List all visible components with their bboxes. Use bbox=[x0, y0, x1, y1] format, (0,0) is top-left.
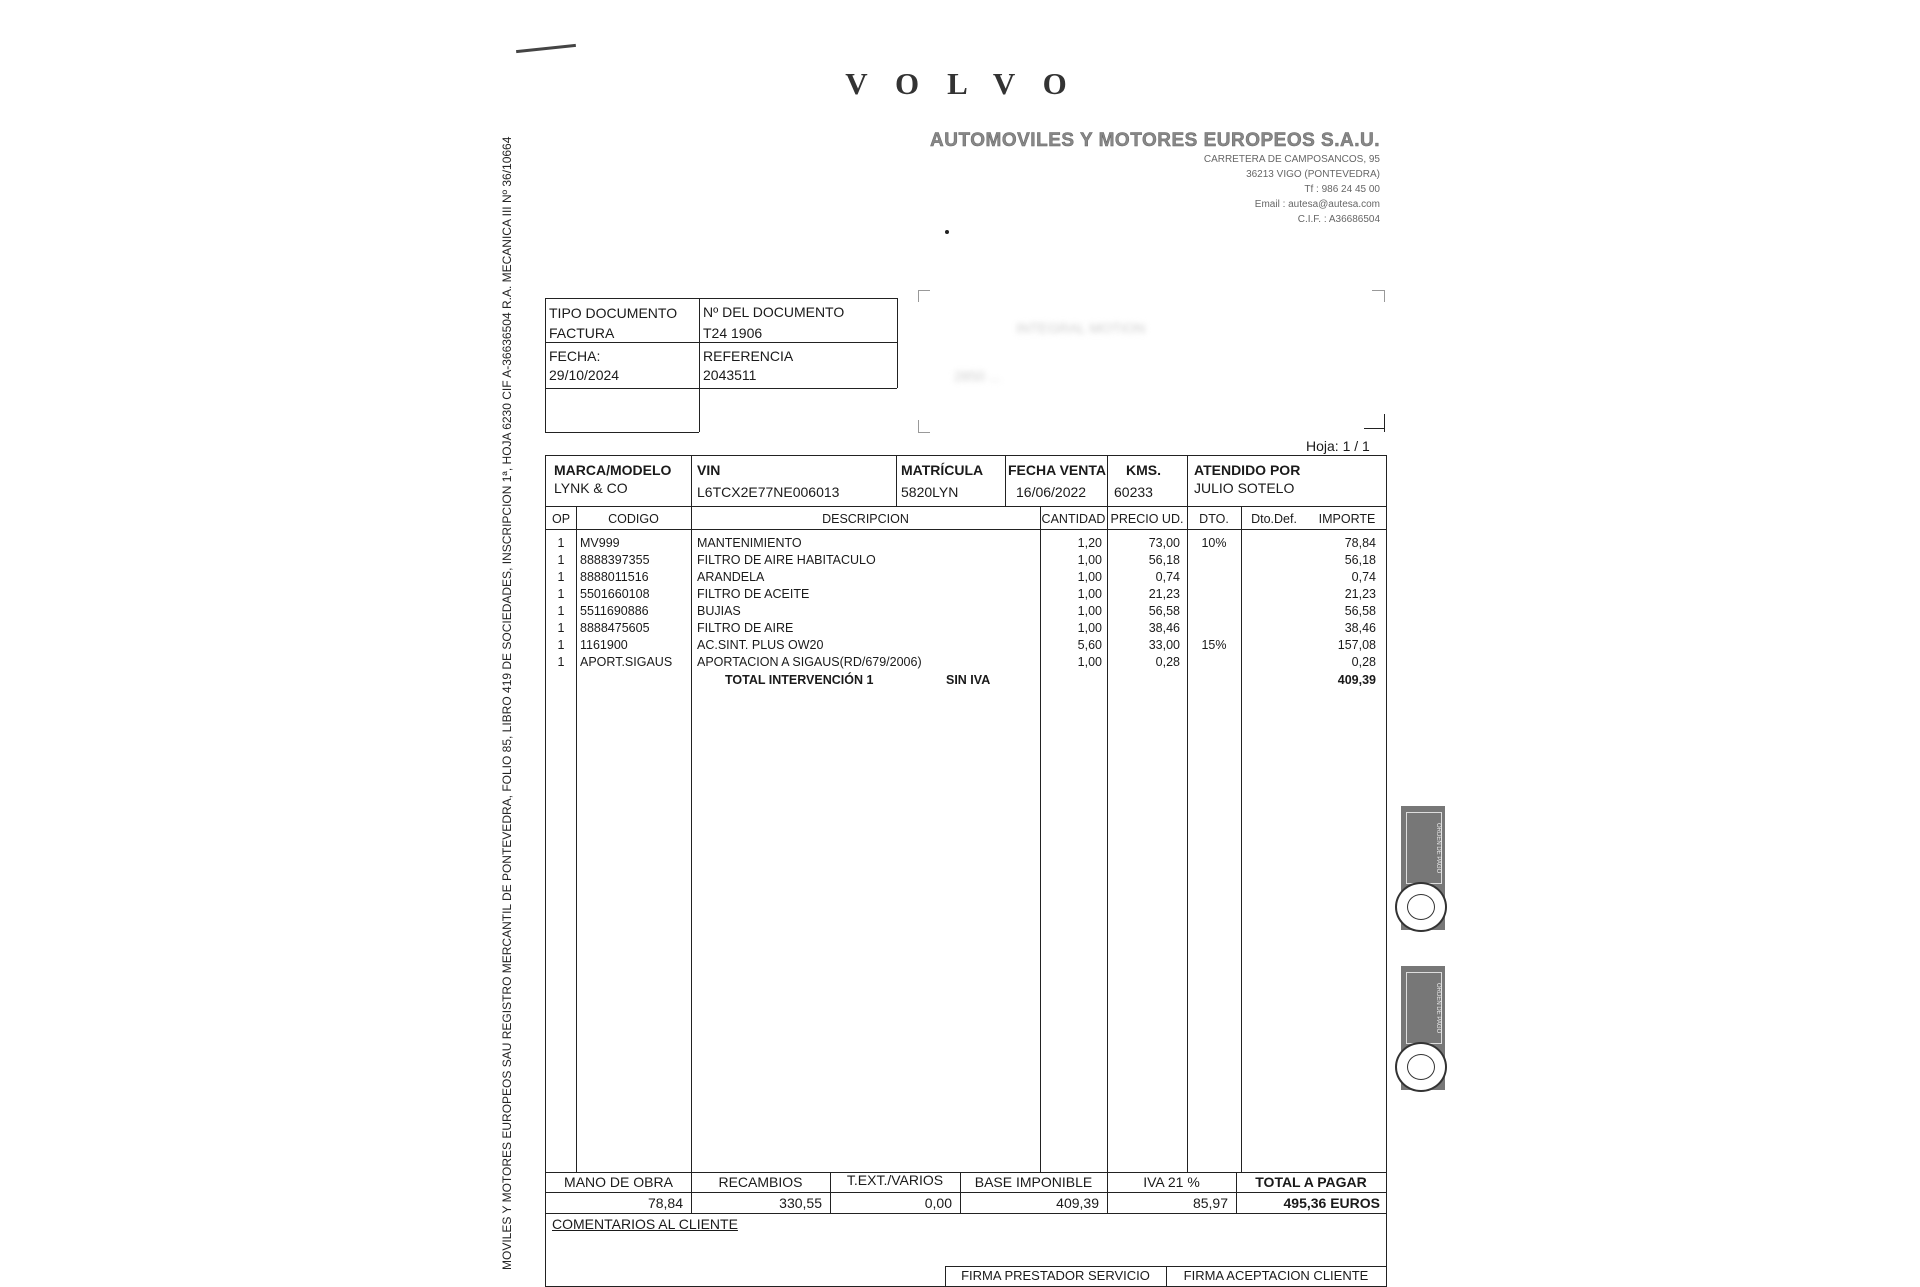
doc-date-value: 29/10/2024 bbox=[549, 367, 620, 383]
item-precio: 33,00 bbox=[1148, 638, 1180, 652]
item-op: 1 bbox=[557, 638, 565, 652]
item-codigo: MV999 bbox=[580, 536, 620, 550]
item-descripcion: MANTENIMIENTO bbox=[697, 536, 802, 550]
attended-by-value: JULIO SOTELO bbox=[1194, 480, 1295, 496]
item-precio: 38,46 bbox=[1148, 621, 1180, 635]
comments-label: COMENTARIOS AL CLIENTE bbox=[552, 1216, 738, 1232]
item-importe: 0,74 bbox=[1351, 570, 1376, 584]
item-precio: 56,58 bbox=[1148, 604, 1180, 618]
client-address: 2850 ... bbox=[954, 368, 1001, 384]
company-header bbox=[930, 130, 1380, 227]
brand-logo: VOLVO bbox=[845, 66, 1095, 101]
company-email: Email : autesa@autesa.com bbox=[1254, 199, 1380, 210]
external-works-label: T.EXT./VARIOS bbox=[846, 1172, 944, 1188]
item-op: 1 bbox=[557, 604, 565, 618]
item-codigo: 5511690886 bbox=[580, 604, 649, 618]
item-dto bbox=[1187, 552, 1241, 569]
tax-base-label: BASE IMPONIBLE bbox=[974, 1174, 1093, 1190]
registry-vertical-text: MOVILES Y MOTORES EUROPEOS SAU REGISTRO MERCANTIL DE PONTEVEDRA, FOLIO 85, LIBRO 419 DE SOCIEDADES, INSCRIPCION 1ª, HOJA 6230 CIF A-36636504 R.A. MECANICA III Nº 36/10664 bbox=[500, 136, 514, 1270]
col-precio: PRECIO UD. bbox=[1110, 512, 1184, 526]
kms-label: KMS. bbox=[1126, 462, 1161, 478]
item-op: 1 bbox=[557, 553, 565, 567]
payment-stamp-1 bbox=[1401, 806, 1445, 930]
item-importe: 78,84 bbox=[1344, 536, 1376, 550]
intervention-tax-note: SIN IVA bbox=[946, 673, 991, 687]
item-importe: 38,46 bbox=[1344, 621, 1376, 635]
item-descripcion: FILTRO DE AIRE HABITACULO bbox=[697, 553, 876, 567]
item-precio: 0,28 bbox=[1155, 655, 1180, 669]
page-indicator: Hoja: 1 / 1 bbox=[1306, 438, 1370, 454]
item-dto: 15% bbox=[1201, 638, 1227, 652]
item-cantidad: 1,00 bbox=[1077, 553, 1102, 567]
item-dto bbox=[1187, 620, 1241, 637]
labor-label: MANO DE OBRA bbox=[564, 1174, 673, 1190]
company-name: AUTOMOVILES Y MOTORES EUROPEOS S.A.U. bbox=[930, 130, 1380, 151]
item-precio: 73,00 bbox=[1148, 536, 1180, 550]
stamp-text: ORDEN DE PAGO bbox=[1406, 972, 1442, 1044]
item-descripcion: AC.SINT. PLUS OW20 bbox=[697, 638, 824, 652]
item-cantidad: 1,00 bbox=[1077, 570, 1102, 584]
item-op: 1 bbox=[557, 536, 565, 550]
intervention-total-label: TOTAL INTERVENCIÓN 1 bbox=[725, 673, 874, 687]
col-codigo: CODIGO bbox=[608, 512, 659, 526]
item-op: 1 bbox=[557, 587, 565, 601]
document-info-box bbox=[545, 298, 897, 432]
item-cantidad: 1,00 bbox=[1077, 655, 1102, 669]
company-phone: Tf : 986 24 45 00 bbox=[1304, 184, 1380, 195]
company-address2: 36213 VIGO (PONTEVEDRA) bbox=[1246, 169, 1380, 180]
item-descripcion: ARANDELA bbox=[697, 570, 765, 584]
scan-mark bbox=[516, 44, 576, 53]
doc-date-label: FECHA: bbox=[549, 348, 601, 364]
parts-label: RECAMBIOS bbox=[718, 1174, 803, 1190]
doc-type-value: FACTURA bbox=[549, 325, 615, 341]
item-cantidad: 1,00 bbox=[1077, 621, 1102, 635]
doc-number-value: T24 1906 bbox=[703, 325, 763, 341]
item-dto: 10% bbox=[1201, 536, 1227, 550]
total-due-label: TOTAL A PAGAR bbox=[1255, 1174, 1367, 1190]
item-descripcion: BUJIAS bbox=[697, 604, 741, 618]
item-precio: 56,18 bbox=[1148, 553, 1180, 567]
stamp-text: ORDEN DE PAGO bbox=[1406, 812, 1442, 884]
item-codigo: 8888011516 bbox=[580, 570, 649, 584]
vin-value: L6TCX2E77NE006013 bbox=[697, 484, 840, 500]
doc-type-label: TIPO DOCUMENTO bbox=[549, 305, 678, 321]
company-cif: C.I.F. : A36686504 bbox=[1297, 214, 1380, 225]
brand-model-label: MARCA/MODELO bbox=[554, 462, 672, 478]
col-dto: DTO. bbox=[1199, 512, 1229, 526]
doc-reference-label: REFERENCIA bbox=[703, 348, 794, 364]
item-importe: 21,23 bbox=[1344, 587, 1376, 601]
item-cantidad: 1,00 bbox=[1077, 604, 1102, 618]
col-dtodef: Dto.Def. bbox=[1251, 512, 1297, 526]
item-cantidad: 1,00 bbox=[1077, 587, 1102, 601]
seal-icon bbox=[1395, 1042, 1447, 1092]
item-importe: 0,28 bbox=[1351, 655, 1376, 669]
external-works-value: 0,00 bbox=[924, 1195, 952, 1211]
kms-value: 60233 bbox=[1114, 484, 1153, 500]
client-name: INTEGRAL MOTION bbox=[1016, 320, 1146, 336]
plate-value: 5820LYN bbox=[901, 484, 959, 500]
vat-label: IVA 21 % bbox=[1143, 1174, 1200, 1190]
item-importe: 157,08 bbox=[1337, 638, 1376, 652]
item-precio: 0,74 bbox=[1155, 570, 1180, 584]
tax-base-value: 409,39 bbox=[1056, 1195, 1099, 1211]
item-op: 1 bbox=[557, 570, 565, 584]
col-importe: IMPORTE bbox=[1318, 512, 1376, 526]
col-op: OP bbox=[551, 512, 571, 526]
invoice-table bbox=[545, 455, 1387, 1287]
seal-icon bbox=[1395, 882, 1447, 932]
payment-stamp-2 bbox=[1401, 966, 1445, 1090]
doc-reference-value: 2043511 bbox=[703, 367, 757, 383]
item-codigo: 1161900 bbox=[580, 638, 628, 652]
item-codigo: 8888475605 bbox=[580, 621, 650, 635]
item-codigo: 5501660108 bbox=[580, 587, 650, 601]
item-descripcion: FILTRO DE AIRE bbox=[697, 621, 794, 635]
sale-date-value: 16/06/2022 bbox=[1016, 484, 1087, 500]
col-descripcion: DESCRIPCION bbox=[822, 512, 909, 526]
attended-by-label: ATENDIDO POR bbox=[1194, 462, 1301, 478]
item-codigo: 8888397355 bbox=[580, 553, 650, 567]
item-dto bbox=[1187, 654, 1241, 671]
brand-model-value: LYNK & CO bbox=[554, 480, 628, 496]
item-importe: 56,58 bbox=[1344, 604, 1376, 618]
item-op: 1 bbox=[557, 621, 565, 635]
intervention-total-value: 409,39 bbox=[1337, 673, 1376, 687]
item-precio: 21,23 bbox=[1148, 587, 1180, 601]
item-cantidad: 1,20 bbox=[1077, 536, 1102, 550]
plate-label: MATRÍCULA bbox=[901, 462, 984, 478]
col-cantidad: CANTIDAD bbox=[1041, 512, 1106, 526]
item-descripcion: FILTRO DE ACEITE bbox=[697, 587, 810, 601]
client-address-box bbox=[918, 290, 1384, 432]
item-cantidad: 5,60 bbox=[1077, 638, 1102, 652]
provider-signature-label: FIRMA PRESTADOR SERVICIO bbox=[961, 1268, 1150, 1283]
item-op: 1 bbox=[557, 655, 565, 669]
labor-value: 78,84 bbox=[647, 1195, 683, 1211]
item-importe: 56,18 bbox=[1344, 553, 1376, 567]
vat-value: 85,97 bbox=[1192, 1195, 1228, 1211]
parts-value: 330,55 bbox=[779, 1195, 822, 1211]
item-dto bbox=[1187, 586, 1241, 603]
scan-dot bbox=[945, 230, 949, 234]
item-dto bbox=[1187, 603, 1241, 620]
total-due-value: 495,36 EUROS bbox=[1283, 1195, 1380, 1211]
sale-date-label: FECHA VENTA bbox=[1008, 462, 1106, 478]
client-signature-label: FIRMA ACEPTACION CLIENTE bbox=[1183, 1268, 1369, 1283]
item-dto bbox=[1187, 569, 1241, 586]
doc-number-label: Nº DEL DOCUMENTO bbox=[703, 304, 845, 320]
vin-label: VIN bbox=[697, 462, 721, 478]
item-codigo: APORT.SIGAUS bbox=[580, 655, 673, 669]
company-address1: CARRETERA DE CAMPOSANCOS, 95 bbox=[1203, 154, 1380, 165]
item-descripcion: APORTACION A SIGAUS(RD/679/2006) bbox=[697, 655, 922, 669]
